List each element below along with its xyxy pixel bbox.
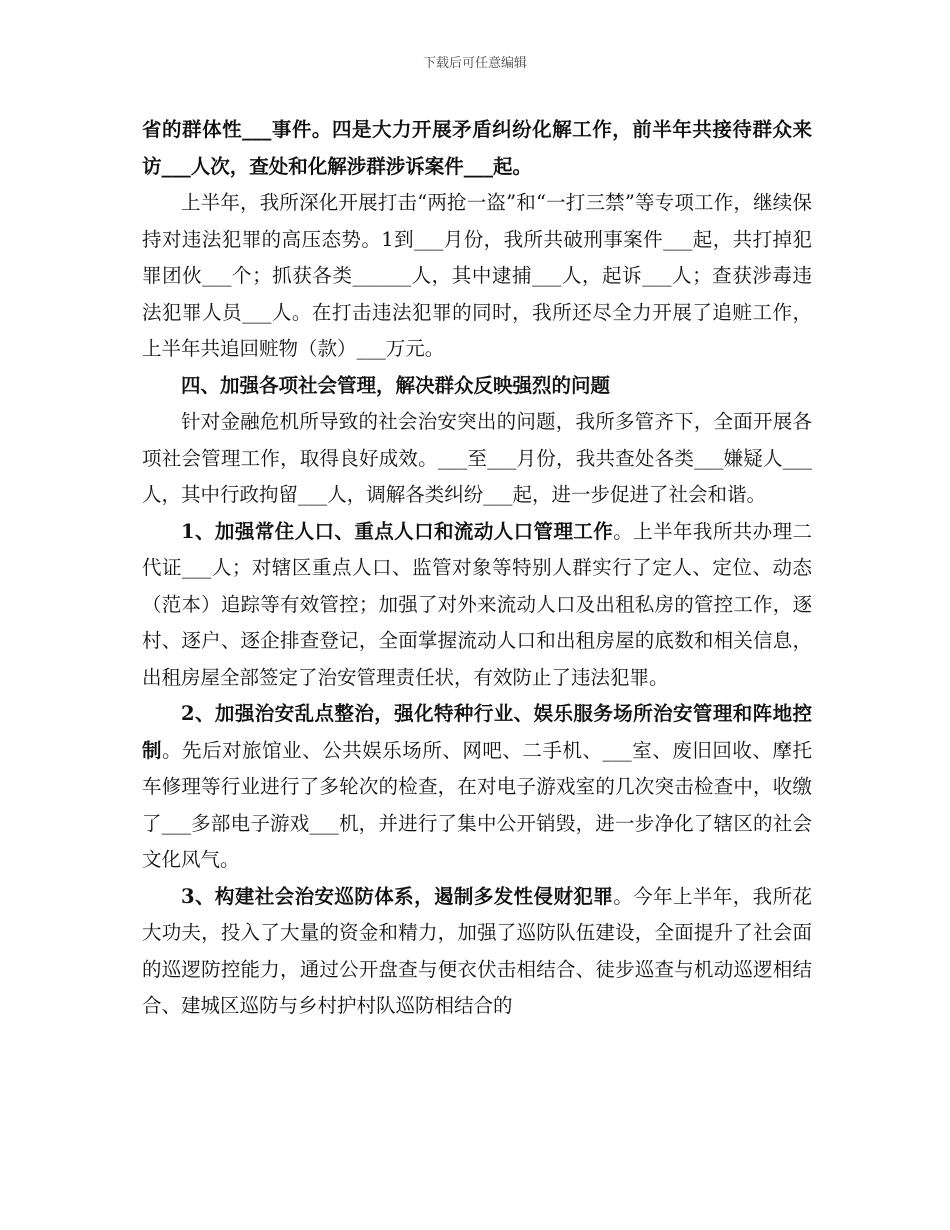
paragraph-item-1 (142, 514, 812, 697)
paragraph-3 (142, 404, 812, 514)
paragraph-2 (142, 185, 812, 368)
body-text: 。上半年我所共办理二代证___人；对辖区重点人口、监管对象等特别人群实行了定人、定位、动态（范本）追踪等有效管控；加强了对外来流动人口及出租私房的管控工作，逐村、逐户、逐企排查登记，全面掌握流动人口和出租房屋的底数和相关信息，出租房屋全部签定了治安管理责任状，有效防止了违法犯罪。 (142, 519, 812, 689)
bold-text: 省的群体性___事件。四是大力开展矛盾纠纷化解工作，前半年共接待群众来访___人次，查处和化解涉群涉诉案件___起。 (142, 118, 812, 178)
item-heading: 2、加强治安乱点整治，强化特种行业、娱乐服务场所治安管理和阵地控制 (142, 702, 812, 762)
item-heading: 1、加强常住人口、重点人口和流动人口管理工作 (181, 519, 614, 543)
body-text: 。先后对旅馆业、公共娱乐场所、网吧、二手机、___室、废旧回收、摩托车修理等行业进行了多轮次的检查，在对电子游戏室的几次突击检查中，收缴了___多部电子游戏___机，并进行了集中公开销毁，进一步净化了辖区的社会文化风气。 (142, 738, 812, 871)
body-text: 上半年，我所深化开展打击“两抢一盗”和“一打三禁”等专项工作，继续保持对违法犯罪的高压态势。1到___月份，我所共破刑事案件___起，共打掉犯罪团伙___个；抓获各类______人，其中逮捕___人，起诉___人；查获涉毒违法犯罪人员___人。在打击违法犯罪的同时，我所还尽全力开展了追赃工作，上半年共追回赃物（款）___万元。 (142, 191, 812, 360)
heading-text: 四、加强各项社会管理，解决群众反映强烈的问题 (181, 373, 611, 397)
section-heading (142, 368, 812, 405)
item-heading: 3、构建社会治安巡防体系，遏制多发性侵财犯罪 (181, 884, 614, 908)
paragraph-item-3 (142, 879, 812, 1025)
paragraph-item-2 (142, 696, 812, 879)
body-text: 针对金融危机所导致的社会治安突出的问题，我所多管齐下，全面开展各项社会管理工作，取得良好成效。___至___月份，我共查处各类___嫌疑人___人，其中行政拘留___人，调解各类纠纷___起，进一步促进了社会和谐。 (142, 410, 812, 506)
body-text: 。今年上半年，我所花大功夫，投入了大量的资金和精力，加强了巡防队伍建设，全面提升了社会面的巡逻防控能力，通过公开盘查与便衣伏击相结合、徒步巡查与机动巡逻相结合、建城区巡防与乡村护村队巡防相结合的 (142, 884, 812, 1017)
document-body (142, 112, 812, 1025)
page-header: 下载后可任意编辑 (422, 56, 527, 71)
paragraph-1 (142, 112, 812, 185)
